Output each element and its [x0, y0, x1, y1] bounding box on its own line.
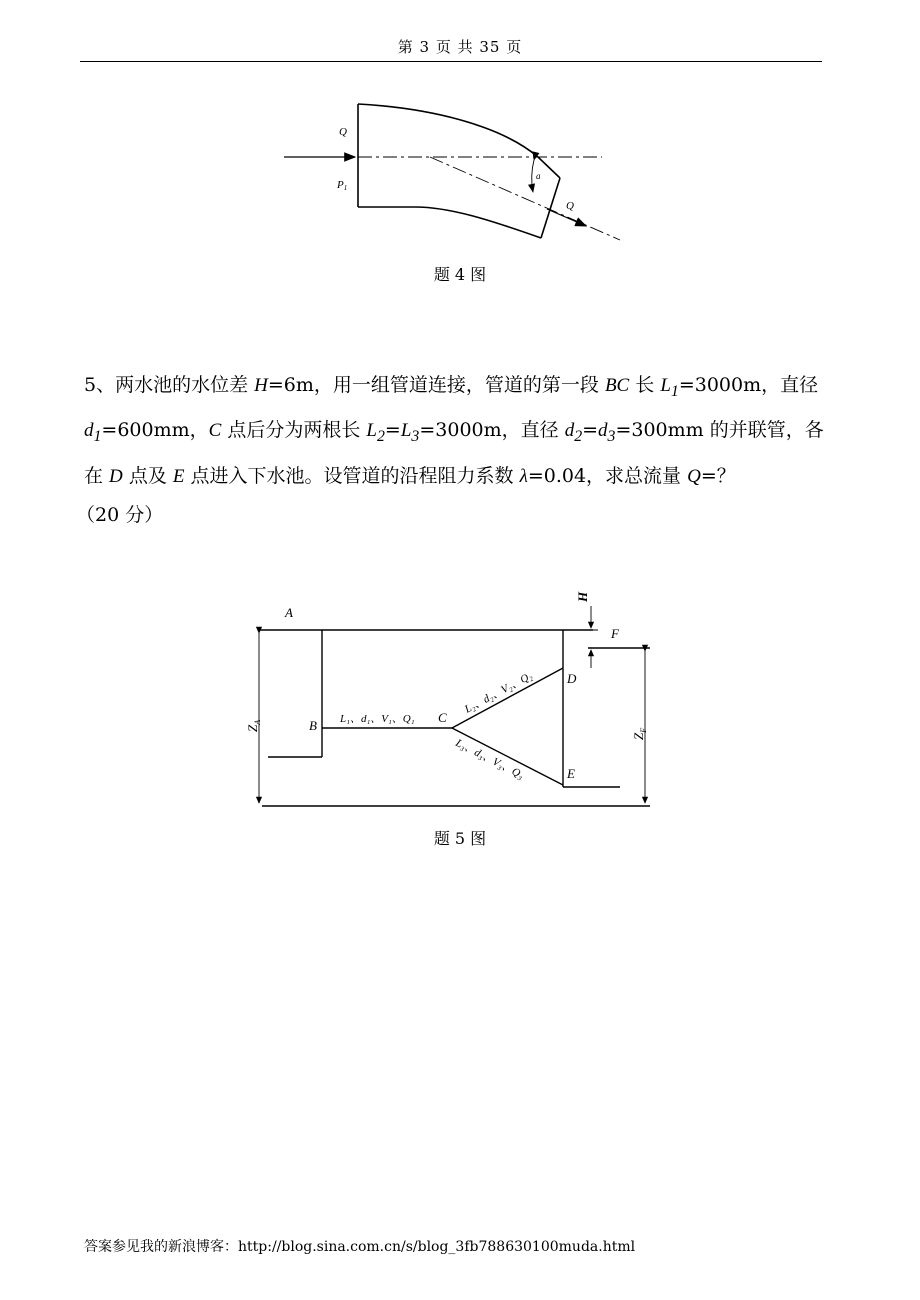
- pipe-cd: [452, 668, 563, 728]
- footer-blog-link[interactable]: 答案参见我的新浪博客：http://blog.sina.com.cn/s/blog_3fb788630100muda.html: [84, 1239, 636, 1255]
- label-pipe-1: L₁、d₁、V₁、Q₁: [340, 713, 415, 725]
- label-pipe-3: L₃、d₃、V₃、Q₃: [453, 736, 526, 782]
- pipe-ce: [452, 728, 563, 785]
- label-p1: P1: [337, 179, 348, 192]
- label-b: B: [309, 718, 317, 733]
- label-a: A: [285, 605, 293, 620]
- label-c: C: [438, 710, 447, 725]
- label-q-inlet: Q: [339, 126, 347, 138]
- problem-5-score: （20 分）: [76, 504, 164, 527]
- figure-4-caption: 题 4 图: [433, 265, 487, 284]
- figure-5-caption: 题 5 图: [433, 829, 487, 848]
- label-angle: a: [536, 171, 541, 181]
- label-zf: $Z_F$: [631, 727, 648, 740]
- label-pipe-2: L₂、d₂、V₂、Q₂: [462, 670, 535, 716]
- problem-5-paragraph: 5、两水池的水位差 H=6m，用一组管道连接，管道的第一段 BC 长 $L_1=3000m$，直径 $d_1=600mm$，C 点后分为两根长 $L_2=L_3=3000m$，直径 $d_2=d_3=300mm$ 的并联管，各在 D 点及 E 点进入下水池。设管道的沿程阻力系数 λ=0.04，求总流量 Q=？: [84, 374, 824, 487]
- label-d: D: [567, 671, 577, 686]
- label-za: $Z_A$: [245, 719, 262, 732]
- page-header: 第 3 页 共 35 页: [397, 38, 523, 56]
- label-f: F: [611, 626, 619, 641]
- label-e: E: [567, 766, 575, 781]
- label-h: H: [575, 591, 590, 602]
- label-q-outlet: Q: [566, 200, 574, 212]
